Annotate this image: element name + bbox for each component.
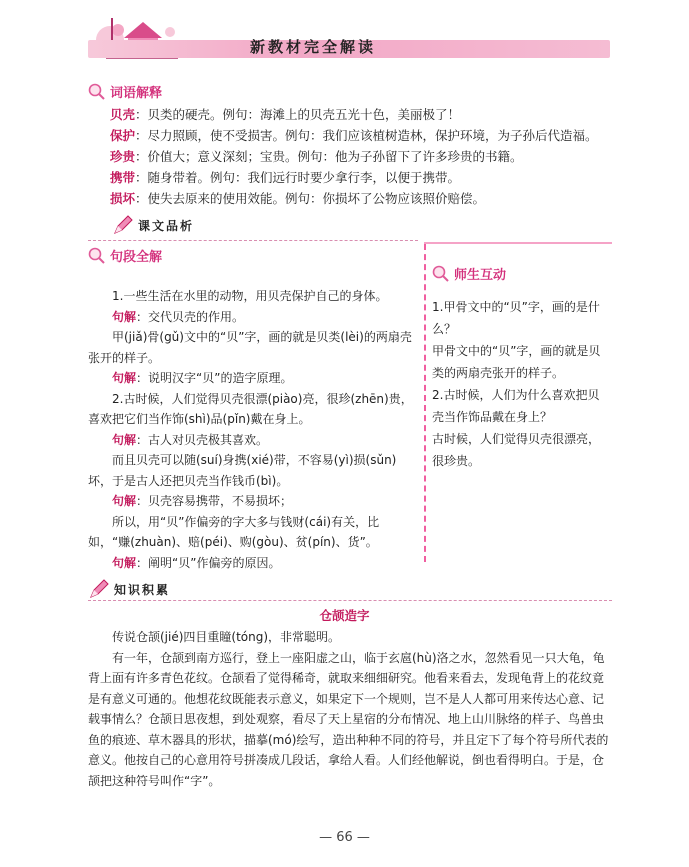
vocab-item [110,188,610,209]
vocab-definition: ：随身带着。例句：我们远行时要少拿行李，以便于携带。 [135,170,461,185]
text-paragraph: 1.一些生活在水里的动物，用贝壳保护自己的身体。 [112,289,388,303]
analysis-text: ：贝壳容易携带，不易损坏； [136,494,293,508]
analysis-text: ：交代贝壳的作用。 [136,309,245,324]
interaction-section-label [432,264,506,283]
question: 2.古时候，人们为什么喜欢把贝壳当作饰品戴在身上？ [432,388,600,424]
vocab-term: 保护 [110,128,136,143]
analysis-text: ：古人对贝壳极其喜欢。 [136,432,269,447]
article-body [88,627,612,791]
vocab-term: 贝壳 [110,107,136,122]
interaction-qa [432,296,604,472]
analysis-banner-text: 课文品析 [138,218,195,233]
analysis-label: 句解 [112,432,137,447]
page-number: — 66 — [319,830,370,845]
interaction-section-title: 师生互动 [454,268,507,283]
analysis-text: ：阐明“贝”作偏旁的原因。 [136,555,281,570]
vocab-item [110,125,610,146]
vocab-definition: ：使失去原来的使用效能。例句：你损坏了公物应该照价赔偿。 [135,191,486,206]
paragraph-section-title: 句段全解 [110,250,163,265]
text-paragraph: 甲(jiǎ)骨(gǔ)文中的“贝”字，画的就是贝类(lèi)的两扇壳张开的样子。 [88,330,412,365]
analysis-text: ：说明汉字“贝”的造字原理。 [136,371,293,385]
vocab-term: 损坏 [110,191,136,206]
interaction-box-border [424,244,426,562]
analysis-banner [112,214,194,236]
pencil-icon [112,214,134,236]
analysis-label: 句解 [112,309,137,324]
vocab-section-label [88,82,162,101]
vocab-list [110,104,610,209]
vocab-definition: ：贝类的硬壳。例句：海滩上的贝壳五光十色，美丽极了！ [135,107,461,122]
vocab-definition: ：尽力照顾，使不受损害。例句：我们应该植树造林，保护环境，为子孙后代造福。 [135,128,598,143]
knowledge-banner [88,578,170,600]
vocab-item [110,104,610,125]
paragraph-analysis [88,286,418,573]
analysis-label: 句解 [112,371,137,385]
answer: 古时候，人们觉得贝壳很漂亮，很珍贵。 [432,432,601,468]
article-title: 仓颉造字 [319,608,370,623]
vocab-definition: ：价值大；意义深刻；宝贵。例句：他为子孙留下了许多珍贵的书籍。 [135,149,523,164]
answer: 甲骨文中的“贝”字，画的就是贝类的两扇壳张开的样子。 [432,344,601,380]
article-paragraph: 传说仓颉(jié)四目重瞳(tóng)，非常聪明。 [112,630,341,644]
sentence-analysis [88,553,418,574]
vocab-term: 珍贵 [110,149,136,164]
text-paragraph: 所以，用“贝”作偏旁的字大多与钱财(cái)有关，比如，“赚(zhuàn)、赔(péi)、购(gòu)、贫(pín)、货”。 [88,514,380,549]
article-paragraph: 有一年，仓颉到南方巡行，登上一座阳虚之山，临于玄扈(hù)洛之水，忽然看见一只大龟，龟背上面有许多青色花纹。仓颉看了觉得稀奇，就取来细细研究。他看来看去，发现龟背上的花纹竟是有意义可通的。他想花纹既能表示意义，如果定下一个规则，岂不是人人都可用来传达心意、记载事情么？仓颉日思夜想，到处观察，看尽了天上星宿的分布情况、地上山川脉络的样子、鸟兽虫鱼的痕迹、草木器具的形状，描摹(mó)绘写，造出种种不同的符号，并且定下了每个符号所代表的意义。他按自己的心意用符号拼凑成几段话，拿给人看。人们经他解说，倒也看得明白。于是，仓颉把这种符号叫作“字”。 [88,650,609,788]
magnifier-icon [88,83,106,101]
vocab-item [110,167,610,188]
sentence-analysis [88,430,418,451]
question: 1.甲骨文中的“贝”字，画的是什么？ [432,300,600,336]
sentence-analysis [88,307,418,328]
vocab-section-title: 词语解释 [110,86,163,101]
magnifier-icon [88,247,106,265]
interaction-box-top [424,242,612,244]
sentence-analysis [88,491,418,512]
divider [88,600,612,601]
divider [88,240,418,241]
analysis-label: 句解 [112,494,137,508]
analysis-label: 句解 [112,555,137,570]
sentence-analysis [88,368,418,389]
paragraph-section-label [88,246,162,265]
vocab-item [110,146,610,167]
text-paragraph: 2.古时候，人们觉得贝壳很漂(piào)亮，很珍(zhēn)贵，喜欢把它们当作饰(shì)品(pǐn)戴在身上。 [88,391,413,426]
magnifier-icon [432,265,450,283]
pencil-icon [88,578,110,600]
knowledge-banner-text: 知识积累 [114,582,171,597]
page-header-title: 新教材完全解读 [250,38,377,56]
vocab-term: 携带 [110,170,136,185]
text-paragraph: 而且贝壳可以随(suí)身携(xié)带，不容易(yì)损(sǔn)坏，于是古人还把贝壳当作钱币(bì)。 [88,453,397,488]
